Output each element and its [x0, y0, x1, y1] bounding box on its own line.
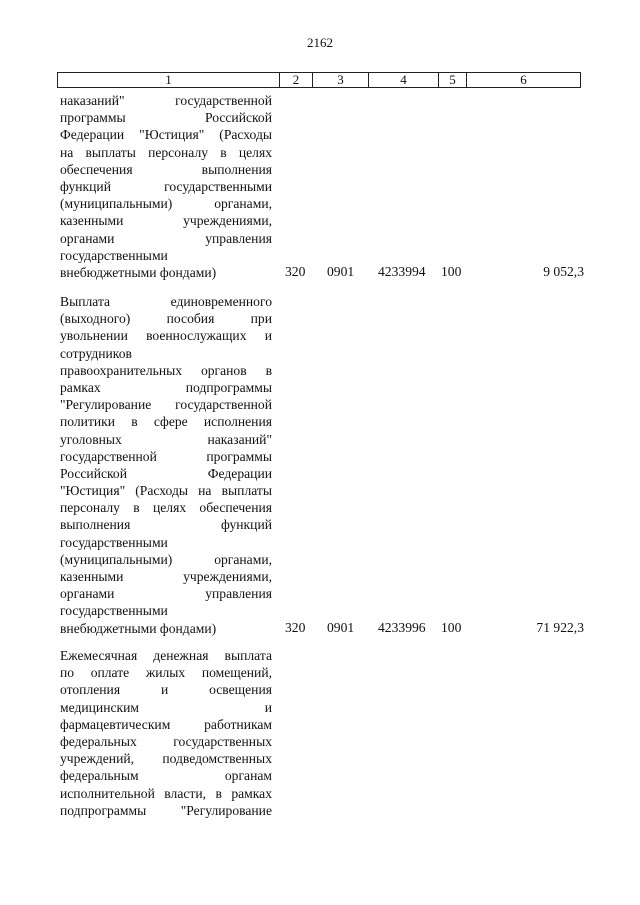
- desc-line: (муниципальными) органами,: [60, 196, 272, 212]
- desc-line: рамках подпрограммы: [60, 379, 272, 395]
- desc-line: отопления и освещения: [60, 682, 272, 698]
- desc-line: Российской Федерации: [60, 465, 272, 481]
- desc-line: выполнения функций: [60, 517, 272, 533]
- desc-line: по оплате жилых помещений,: [60, 665, 272, 681]
- desc-line: увольнении военнослужащих и: [60, 328, 272, 344]
- desc-line: казенными учреждениями,: [60, 213, 272, 229]
- cell-code-5: 100: [441, 264, 462, 279]
- header-col-4: 4: [368, 73, 438, 87]
- desc-line: исполнительной власти, в рамках: [60, 785, 272, 801]
- table-row: [60, 92, 272, 281]
- desc-line: медицинским и: [60, 699, 272, 715]
- desc-line: внебюджетными фондами): [60, 620, 217, 636]
- table-header-row: [57, 72, 581, 88]
- desc-line: персоналу в целях обеспечения: [60, 500, 272, 516]
- desc-line: казенными учреждениями,: [60, 569, 272, 584]
- row-description: [60, 293, 272, 637]
- header-col-1: 1: [165, 72, 172, 87]
- desc-line: федеральным органам: [60, 768, 272, 784]
- header-col-6: 6: [466, 73, 580, 87]
- desc-line: наказаний" государственной: [60, 93, 272, 108]
- cell-amount: 71 922,3: [536, 620, 584, 635]
- desc-line: органами управления: [60, 230, 272, 246]
- cell-code-3: 0901: [327, 264, 355, 279]
- table-row: [60, 293, 272, 637]
- desc-line: федеральных государственных: [60, 733, 272, 749]
- desc-line: Федерации "Юстиция" (Расходы: [60, 127, 272, 143]
- cell-code-2: 320: [285, 264, 306, 279]
- desc-line: "Юстиция" (Расходы на выплаты: [60, 483, 272, 499]
- desc-line: подпрограммы "Регулирование: [60, 802, 272, 818]
- desc-line: Выплата единовременного: [60, 294, 272, 309]
- header-col-2: 2: [279, 73, 312, 87]
- desc-line: государственной программы: [60, 448, 272, 464]
- desc-line: внебюджетными фондами): [60, 264, 217, 280]
- header-col-5: 5: [438, 73, 466, 87]
- desc-line: "Регулирование государственной: [60, 397, 272, 413]
- cell-amount: 9 052,3: [543, 264, 584, 279]
- row-description: [60, 92, 272, 281]
- cell-code-4: 4233994: [378, 264, 426, 279]
- desc-line: Ежемесячная денежная выплата: [60, 648, 272, 663]
- desc-line: учреждений, подведомственных: [60, 751, 272, 767]
- desc-line: сотрудников: [60, 345, 132, 361]
- desc-line: обеспечения выполнения: [60, 161, 272, 177]
- desc-line: государственными: [60, 247, 168, 263]
- table-row: [60, 647, 272, 819]
- cell-code-4: 4233996: [378, 620, 426, 635]
- desc-line: (выходного) пособия при: [60, 311, 272, 327]
- desc-line: фармацевтическим работникам: [60, 716, 272, 732]
- page-number: 2162: [307, 35, 333, 50]
- header-col-3: 3: [312, 73, 368, 87]
- desc-line: политики в сфере исполнения: [60, 414, 272, 430]
- row-description: [60, 647, 272, 819]
- cell-code-3: 0901: [327, 620, 355, 635]
- desc-line: государственными: [60, 534, 168, 550]
- desc-line: программы Российской: [60, 110, 272, 126]
- desc-line: правоохранительных органов в: [60, 362, 272, 378]
- cell-code-5: 100: [441, 620, 462, 635]
- desc-line: на выплаты персоналу в целях: [60, 144, 272, 160]
- desc-line: уголовных наказаний": [60, 431, 272, 447]
- desc-line: государственными: [60, 603, 168, 619]
- desc-line: (муниципальными) органами,: [60, 551, 272, 567]
- desc-line: органами управления: [60, 586, 272, 602]
- desc-line: функций государственными: [60, 178, 272, 194]
- cell-code-2: 320: [285, 620, 306, 635]
